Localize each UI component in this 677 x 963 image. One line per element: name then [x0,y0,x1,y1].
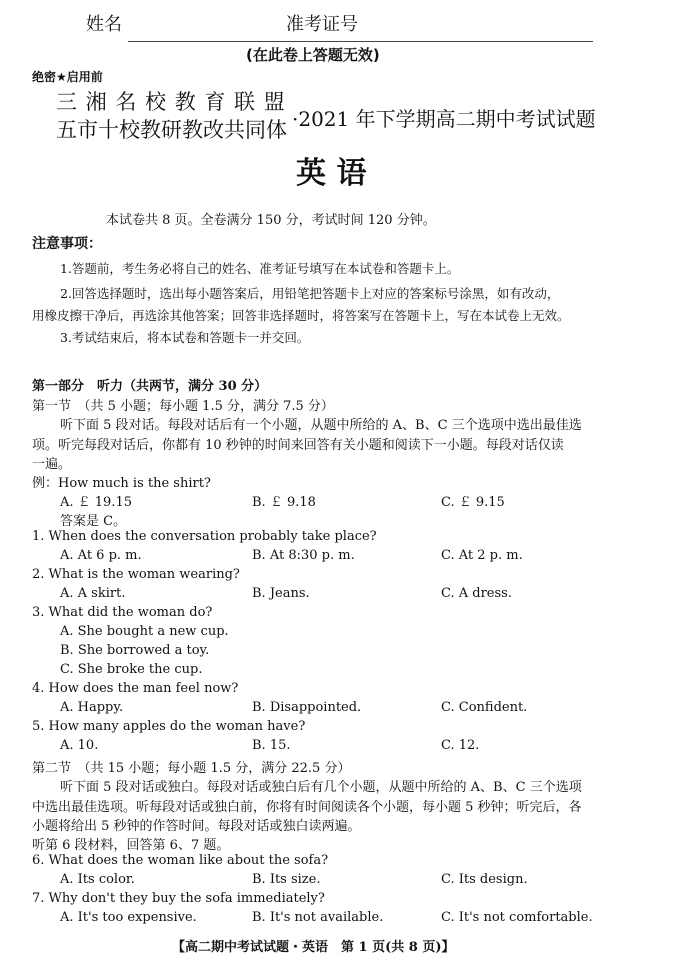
example-option-c: C. ￡ 9.15 [441,495,505,510]
q4-option-c: C. Confident. [441,700,528,715]
q5-option-b: B. 15. [252,738,291,753]
q1-option-b: B. At 8:30 p. m. [252,548,355,563]
example-answer: 答案是 C。 [60,514,127,529]
example-question: 例：How much is the shirt? [32,476,211,491]
note-item-3: 3.考试结束后，将本试卷和答题卡一并交回。 [60,330,310,345]
example-option-b: B. ￡ 9.18 [252,495,316,510]
q3-option-a: A. She bought a new cup. [60,624,229,639]
section1-instruction-2: 项。听完每段对话后，你都有 10 秒钟的时间来回答有关小题和阅读下一小题。每段对话仅读 [32,438,564,453]
material-6-note: 听第 6 段材料，回答第 6、7 题。 [32,838,230,853]
question-2: 2. What is the woman wearing? [32,567,240,582]
section2-instruction-1: 听下面 5 段对话或独白。每段对话或独白后有几个小题，从题中所给的 A、B、C 三个选项 [60,780,582,795]
notes-title: 注意事项： [32,236,102,252]
q3-option-c: C. She broke the cup. [60,662,203,677]
q7-option-a: A. It's too expensive. [60,910,197,925]
q6-option-b: B. Its size. [252,872,321,887]
q1-option-c: C. At 2 p. m. [441,548,523,563]
section2-instruction-3: 小题将给出 5 秒钟的作答时间。每段对话或独白读两遍。 [32,819,361,834]
exam-id-label: 准考证号 [286,14,358,35]
question-3: 3. What did the woman do? [32,605,213,620]
q4-option-a: A. Happy. [60,700,124,715]
name-label: 姓名 [86,14,122,35]
section1-instruction-3: 一遍。 [32,457,72,472]
page-footer: 【高二期中考试试题・英语 第 1 页(共 8 页)】 [172,940,455,955]
exam-title: ·2021 年下学期高二期中考试试题 [292,107,596,131]
q7-option-b: B. It's not available. [252,910,384,925]
exam-intro: 本试卷共 8 页。全卷满分 150 分，考试时间 120 分钟。 [106,213,436,228]
question-6: 6. What does the woman like about the sofa? [32,853,329,868]
q2-option-a: A. A skirt. [60,586,126,601]
q5-option-c: C. 12. [441,738,480,753]
q7-option-c: C. It's not comfortable. [441,910,593,925]
q1-option-a: A. At 6 p. m. [60,548,142,563]
section1-instruction-1: 听下面 5 段对话。每段对话后有一个小题，从题中所给的 A、B、C 三个选项中选出最佳选 [60,418,582,433]
example-option-a: A. ￡ 19.15 [60,495,133,510]
alliance-line2: 五市十校教研教改共同体 [56,118,287,142]
note-item-1: 1.答题前，考生务必将自己的姓名、准考证号填写在本试卷和答题卡上。 [60,261,460,276]
q5-option-a: A. 10. [60,738,99,753]
q3-option-b: B. She borrowed a toy. [60,643,210,658]
alliance-line1: 三 湘 名 校 教 育 联 盟 [56,90,286,114]
header-underline [128,41,593,42]
section1-title: 第一节 （共 5 小题；每小题 1.5 分，满分 7.5 分） [32,399,334,414]
q2-option-c: C. A dress. [441,586,512,601]
q2-option-b: B. Jeans. [252,586,310,601]
part1-title: 第一部分 听力（共两节，满分 30 分） [32,379,268,394]
q6-option-c: C. Its design. [441,872,528,887]
section2-instruction-2: 中选出最佳选项。听每段对话或独白前，你将有时间阅读各个小题，每小题 5 秒钟；听完后，各 [32,800,582,815]
q4-option-b: B. Disappointed. [252,700,362,715]
note-item-2: 2.回答选择题时，选出每小题答案后，用铅笔把答题卡上对应的答案标号涂黑，如有改动， [60,286,560,301]
question-1: 1. When does the conversation probably take place? [32,529,377,544]
secret-label: 绝密★启用前 [32,70,103,84]
question-5: 5. How many apples do the woman have? [32,719,306,734]
question-4: 4. How does the man feel now? [32,681,239,696]
question-7: 7. Why don't they buy the sofa immediately? [32,891,325,906]
section2-title: 第二节 （共 15 小题；每小题 1.5 分，满分 22.5 分） [32,761,351,776]
q6-option-a: A. Its color. [60,872,135,887]
invalid-note: (在此卷上答题无效) [246,46,380,64]
note-item-2-cont: 用橡皮擦干净后，再选涂其他答案；回答非选择题时，将答案写在答题卡上，写在本试卷上无效。 [32,308,570,323]
subject-title: 英 语 [296,156,367,191]
